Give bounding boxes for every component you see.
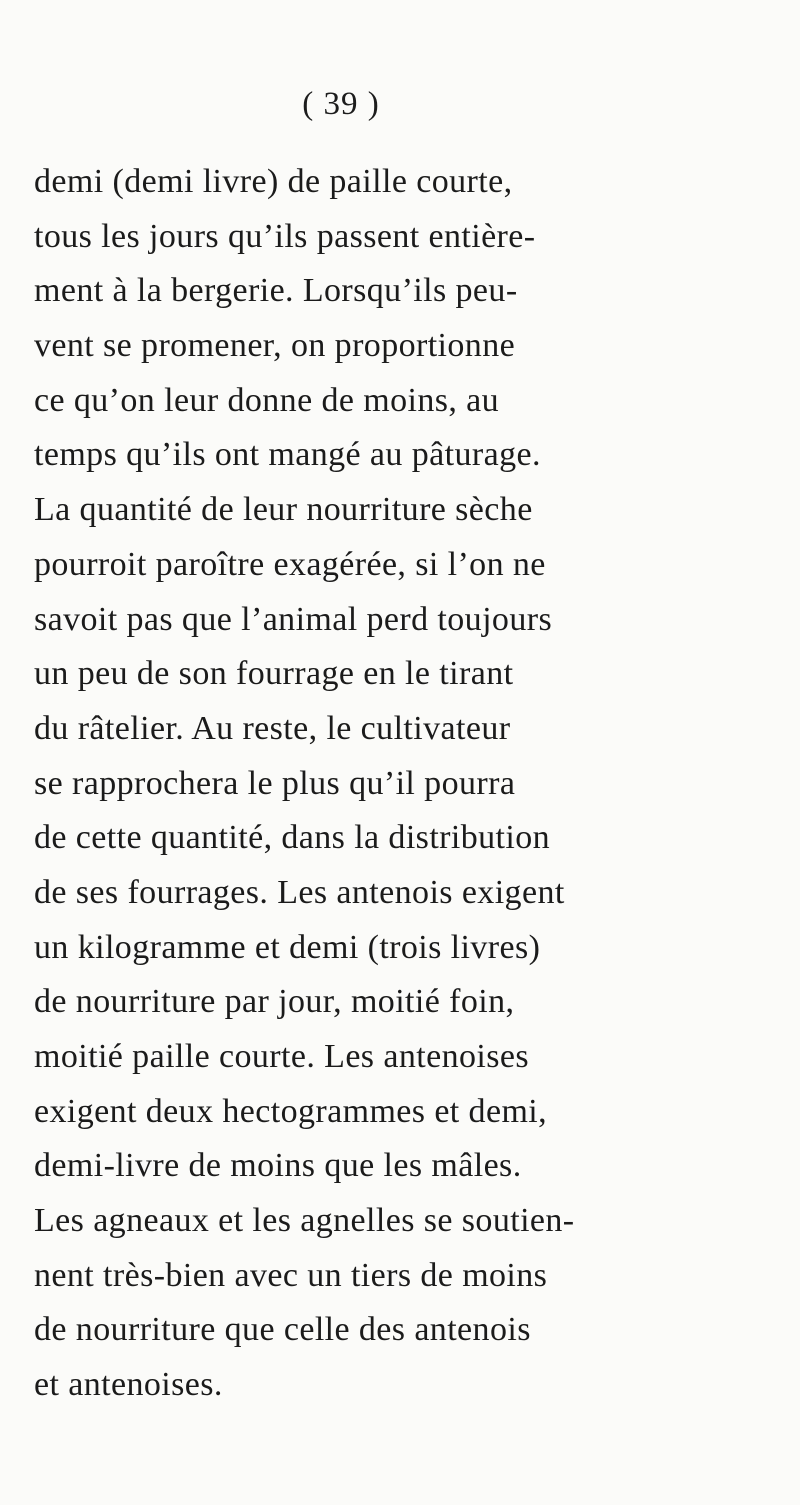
text-line: La quantité de leur nourriture sèche [34,491,533,529]
text-line: un kilogramme et demi (trois livres) [34,928,541,966]
text-line: savoit pas que l’animal perd toujours [34,600,553,638]
text-line: exigent deux hectogrammes et demi, [34,1092,548,1130]
text-line: ce qu’on leur donne de moins, au [34,381,500,419]
text-line: de cette quantité, dans la distribution [34,819,551,857]
text-line: moitié paille courte. Les antenoises [34,1038,529,1075]
text-line: de nourriture que celle des antenois [34,1311,531,1349]
text-line: temps qu’ils ont mangé au pâturage. [34,436,541,474]
text-line: et antenoises. [34,1366,223,1404]
text-line: demi-livre de moins que les mâles. [34,1147,522,1185]
text-line: un peu de son fourrage en le tirant [34,655,514,693]
text-line: pourroit paroître exagérée, si l’on ne [34,545,546,583]
text-line: Les agneaux et les agnelles se soutien- [34,1202,575,1240]
text-line: de nourriture par jour, moitié foin, [34,983,515,1021]
text-line: tous les jours qu’ils passent entière- [34,217,536,255]
text-line: demi (demi livre) de paille courte, [34,163,513,200]
text-line: du râtelier. Au reste, le cultivateur [34,709,511,747]
body-text [34,155,794,1413]
text-line: nent très-bien avec un tiers de moins [34,1256,548,1294]
text-line: ment à la bergerie. Lorsqu’ils peu- [34,272,518,310]
text-line: vent se promener, on proportionne [34,327,516,365]
text-line: de ses fourrages. Les antenois exigent [34,873,565,911]
text-line: se rapprochera le plus qu’il pourra [34,764,516,802]
page-number: ( 39 ) [302,86,380,122]
